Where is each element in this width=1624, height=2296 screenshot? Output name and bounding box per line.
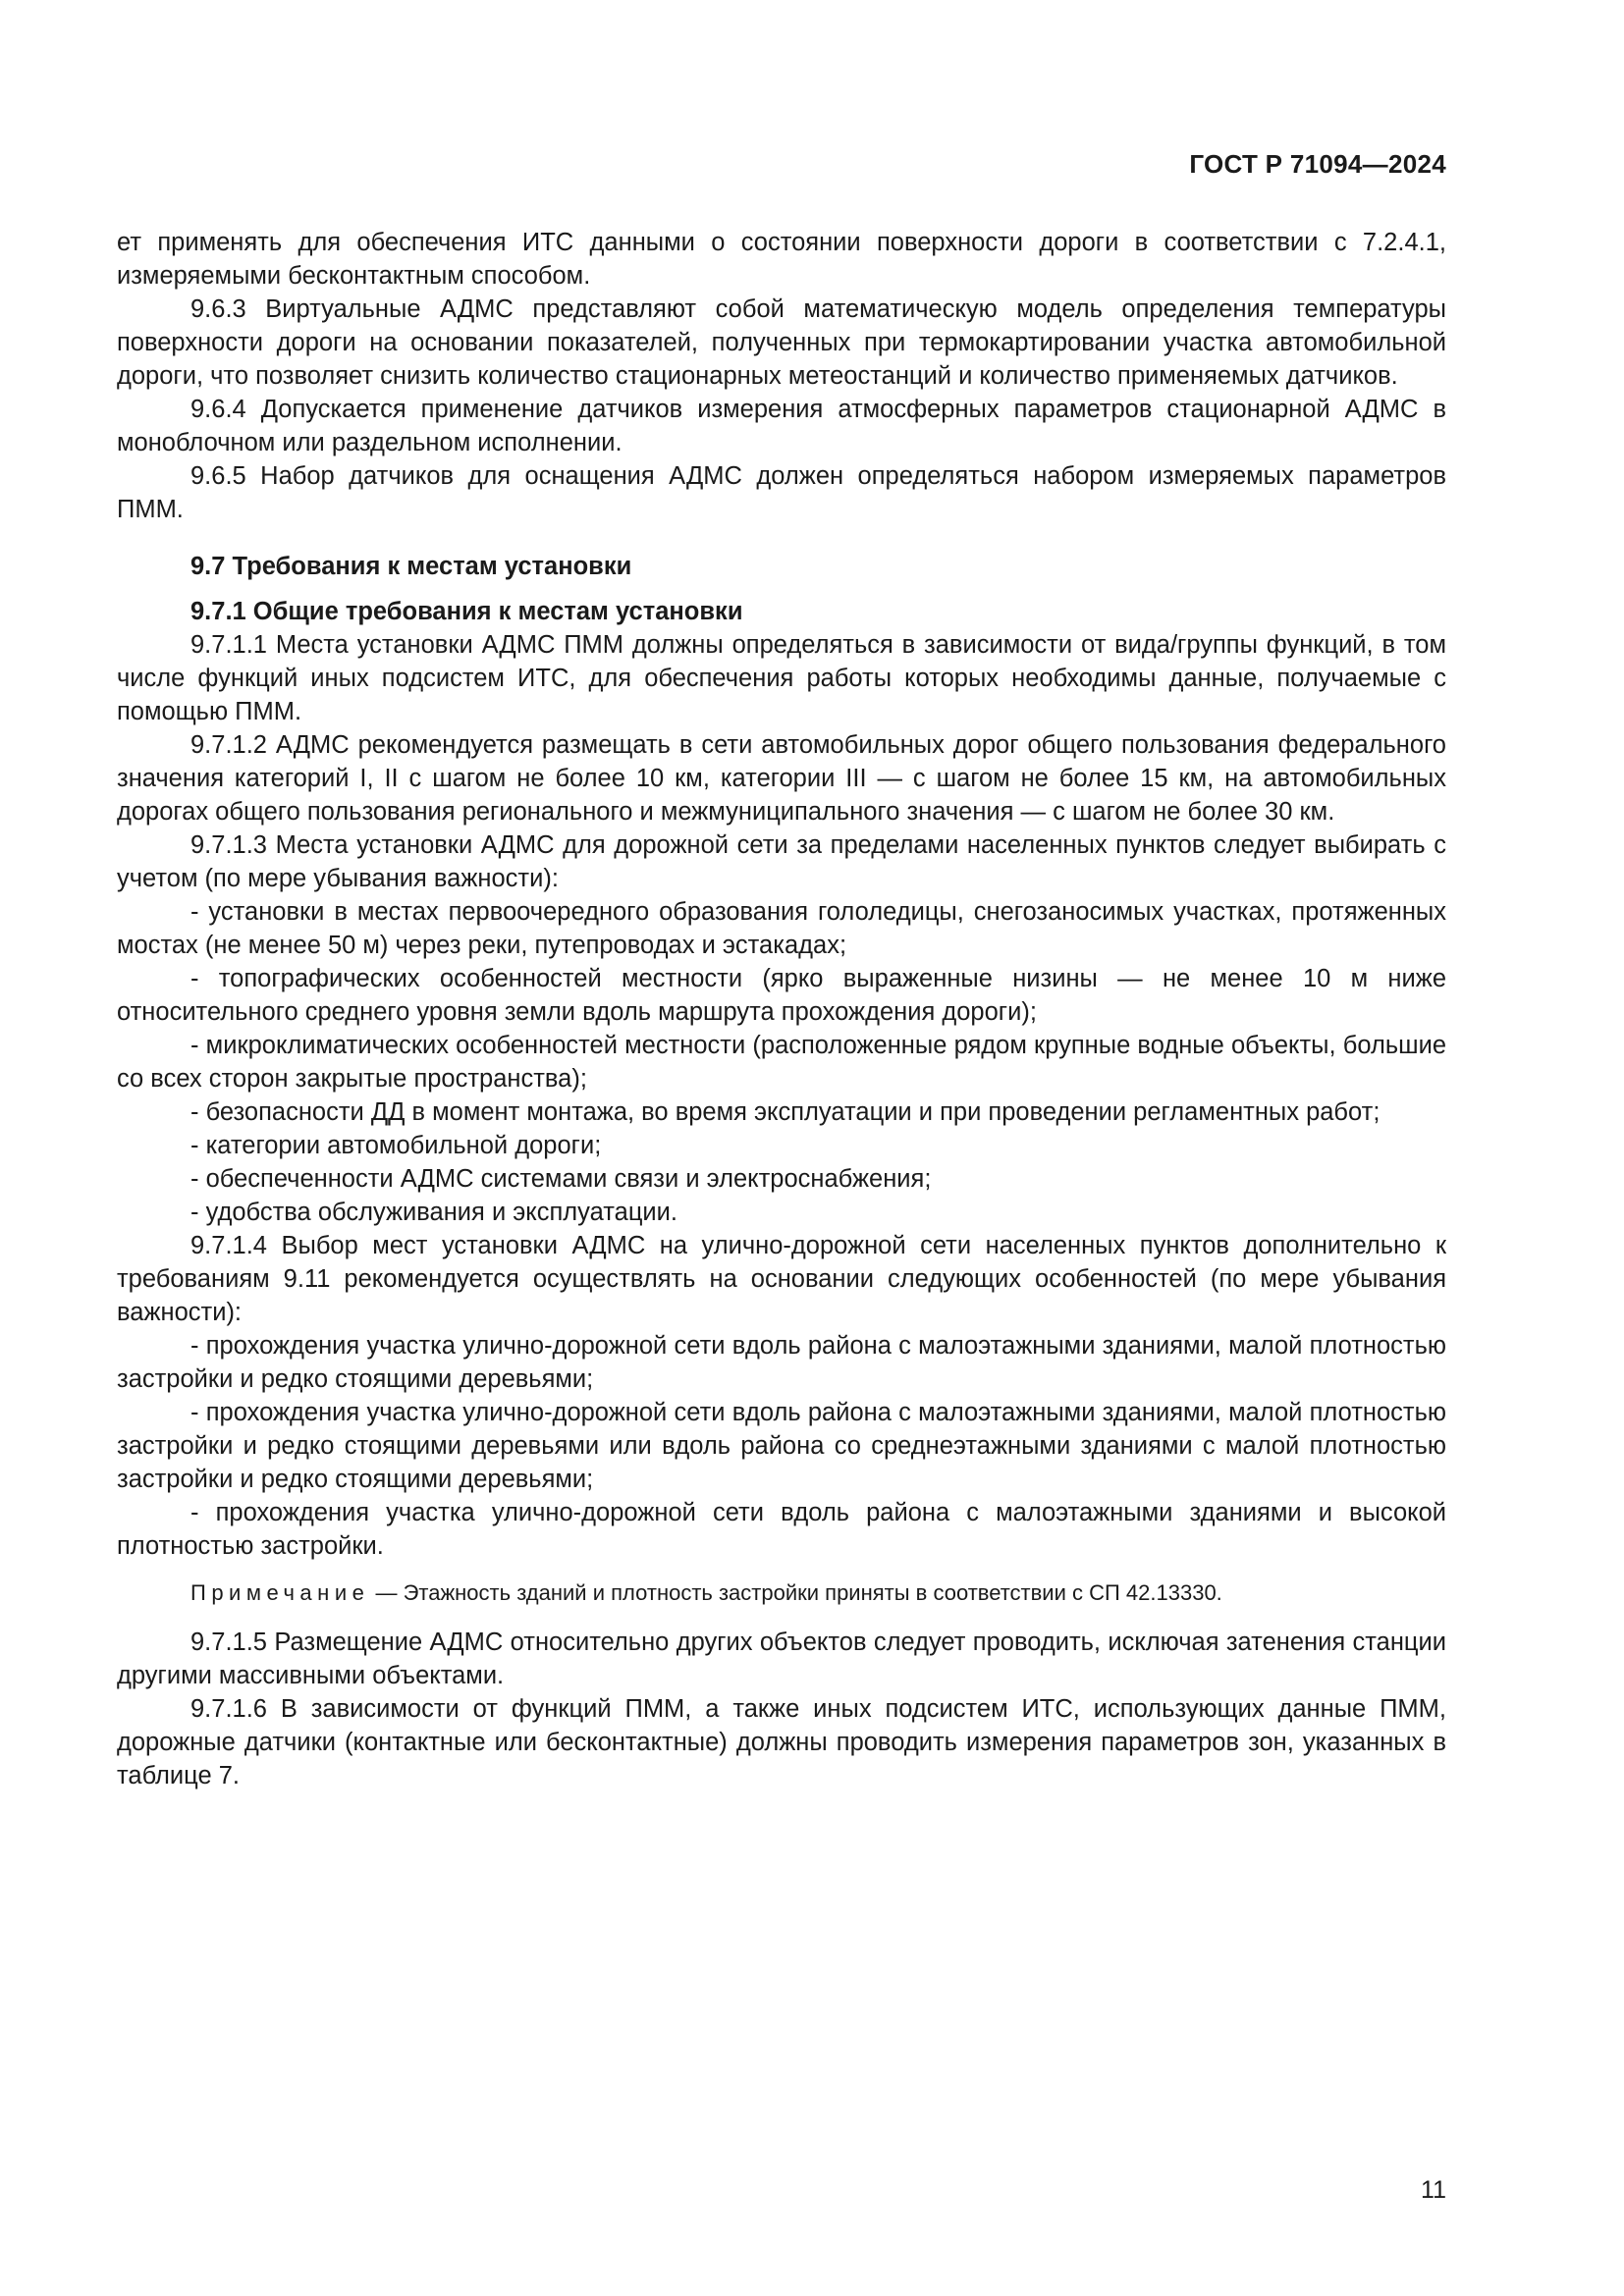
list-item: - обеспеченности АДМС системами связи и электроснабжения; bbox=[190, 1165, 932, 1193]
document-code: ГОСТ Р 71094—2024 bbox=[1189, 149, 1446, 179]
list-item: - прохождения участка улично-дорожной сети вдоль района с малоэтажными зданиями и высокой плотностью застройки. bbox=[117, 1499, 1446, 1560]
paragraph-9-7-1-5: 9.7.1.5 Размещение АДМС относительно других объектов следует проводить, исключая затенения станции другими массивными объектами. bbox=[117, 1629, 1446, 1689]
paragraph-9-7-1-4: 9.7.1.4 Выбор мест установки АДМС на улично-дорожной сети населенных пунктов дополнительно к требованиям 9.11 рекомендуется осуществлять на основании следующих особенностей (по мере убывания важности): bbox=[117, 1232, 1446, 1326]
paragraph-continuation: ет применять для обеспечения ИТС данными о состоянии поверхности дороги в соответствии с 7.2.4.1, измеряемыми бесконтактным способом. bbox=[117, 229, 1446, 290]
list-item: - категории автомобильной дороги; bbox=[190, 1132, 602, 1159]
paragraph-9-6-3: 9.6.3 Виртуальные АДМС представляют собой математическую модель определения температуры поверхности дороги на основании показателей, полученных при термокартировании участка автомобильной дороги, что позволяет снизить количество стационарных метеостанций и количество применяемых датчиков. bbox=[117, 295, 1446, 390]
list-item: - удобства обслуживания и эксплуатации. bbox=[190, 1199, 678, 1226]
list-item: - микроклиматических особенностей местности (расположенные рядом крупные водные объекты, большие со всех сторон закрытые пространства); bbox=[117, 1032, 1446, 1093]
paragraph-9-7-1-2: 9.7.1.2 АДМС рекомендуется размещать в сети автомобильных дорог общего пользования федерального значения категорий I, II с шагом не более 10 км, категории III — с шагом не более 15 км, на автомобильных дорогах общего пользования регионального и межмуниципального значения — с шагом не более 30 км. bbox=[117, 731, 1446, 826]
list-item: - установки в местах первоочередного образования гололедицы, снегозаносимых участках, протяженных мостах (не менее 50 м) через реки, путепроводах и эстакадах; bbox=[117, 898, 1446, 959]
subsection-heading-9-7-1: 9.7.1 Общие требования к местам установки bbox=[190, 598, 743, 625]
note-label: Примечание bbox=[190, 1580, 370, 1605]
paragraph-9-7-1-1: 9.7.1.1 Места установки АДМС ПММ должны определяться в зависимости от вида/группы функций, в том числе функций иных подсистем ИТС, для обеспечения работы которых необходимы данные, получаемые с помощью ПММ. bbox=[117, 631, 1446, 725]
paragraph-9-6-5: 9.6.5 Набор датчиков для оснащения АДМС должен определяться набором измеряемых параметров ПММ. bbox=[117, 462, 1446, 523]
paragraph-9-6-4: 9.6.4 Допускается применение датчиков измерения атмосферных параметров стационарной АДМС в моноблочном или раздельном исполнении. bbox=[117, 396, 1446, 456]
section-heading-9-7: 9.7 Требования к местам установки bbox=[190, 553, 632, 580]
paragraph-9-7-1-6: 9.7.1.6 В зависимости от функций ПММ, а также иных подсистем ИТС, использующих данные ПММ, дорожные датчики (контактные или бесконтактные) должны проводить измерения параметров зон, указанных в таблице 7. bbox=[117, 1695, 1446, 1789]
list-item: - безопасности ДД в момент монтажа, во время эксплуатации и при проведении регламентных работ; bbox=[190, 1098, 1380, 1126]
list-item: - прохождения участка улично-дорожной сети вдоль района с малоэтажными зданиями, малой плотностью застройки и редко стоящими деревьями; bbox=[117, 1332, 1446, 1393]
note bbox=[117, 1578, 1446, 1608]
page-number: 11 bbox=[1421, 2176, 1446, 2204]
paragraph-9-7-1-3: 9.7.1.3 Места установки АДМС для дорожной сети за пределами населенных пунктов следует выбирать с учетом (по мере убывания важности): bbox=[117, 831, 1446, 892]
document-body bbox=[117, 226, 1446, 1792]
list-item: - прохождения участка улично-дорожной сети вдоль района с малоэтажными зданиями, малой плотностью застройки и редко стоящими деревьями или вдоль района со среднеэтажными зданиями с малой плотностью застройки и редко стоящими деревьями; bbox=[117, 1399, 1446, 1493]
list-item: - топографических особенностей местности (ярко выраженные низины — не менее 10 м ниже относительного среднего уровня земли вдоль маршрута прохождения дороги); bbox=[117, 965, 1446, 1026]
note-text: — Этажность зданий и плотность застройки приняты в соответствии с СП 42.13330. bbox=[369, 1580, 1222, 1605]
